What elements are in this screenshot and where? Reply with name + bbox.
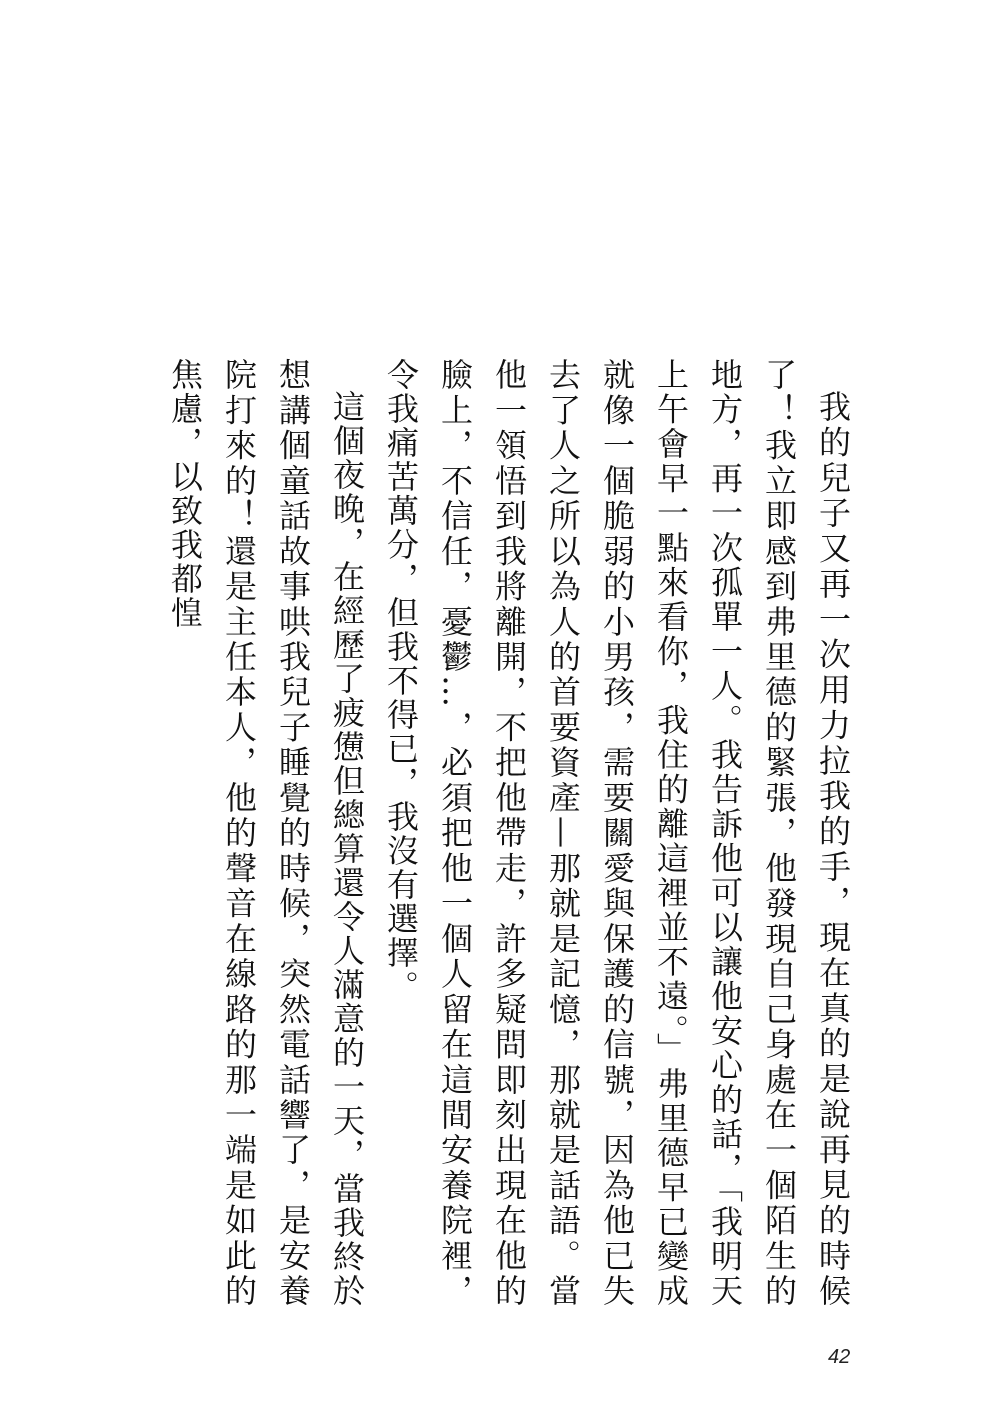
page-number: 42 (828, 1346, 851, 1368)
vertical-text-block (104, 358, 860, 1308)
paragraph-2: 這個夜晚，在經歷了疲憊但總算還令人滿意的一天，當我終於想講個童話故事哄我兒子睡覺的時候，突然電話響了，是安養院打來的！還是主任本人，他的聲音在線路的那一端是如此的焦慮，以致我都惶 (166, 358, 366, 1308)
paragraph-1: 我的兒子又再一次用力拉我的手，現在真的是說再見的時候了！我立即感到弗里德的緊張，他發現自己身處在一個陌生的地方，再一次孤單一人。我告訴他可以讓他安心的話，「我明天上午會早一點來看你，我住的離這裡並不遠。」弗里德早已變成就像一個脆弱的小男孩，需要關愛與保護的信號，因為他已失去了人之所以為人的首要資產—那就是記憶，那就是話語。當他一領悟到我將離開，不把他帶走，許多疑問即刻出現在他的臉上，不信任，憂鬱…，必須把他一個人留在這間安養院裡，令我痛苦萬分，但我不得已，我沒有選擇。 (382, 358, 852, 1308)
